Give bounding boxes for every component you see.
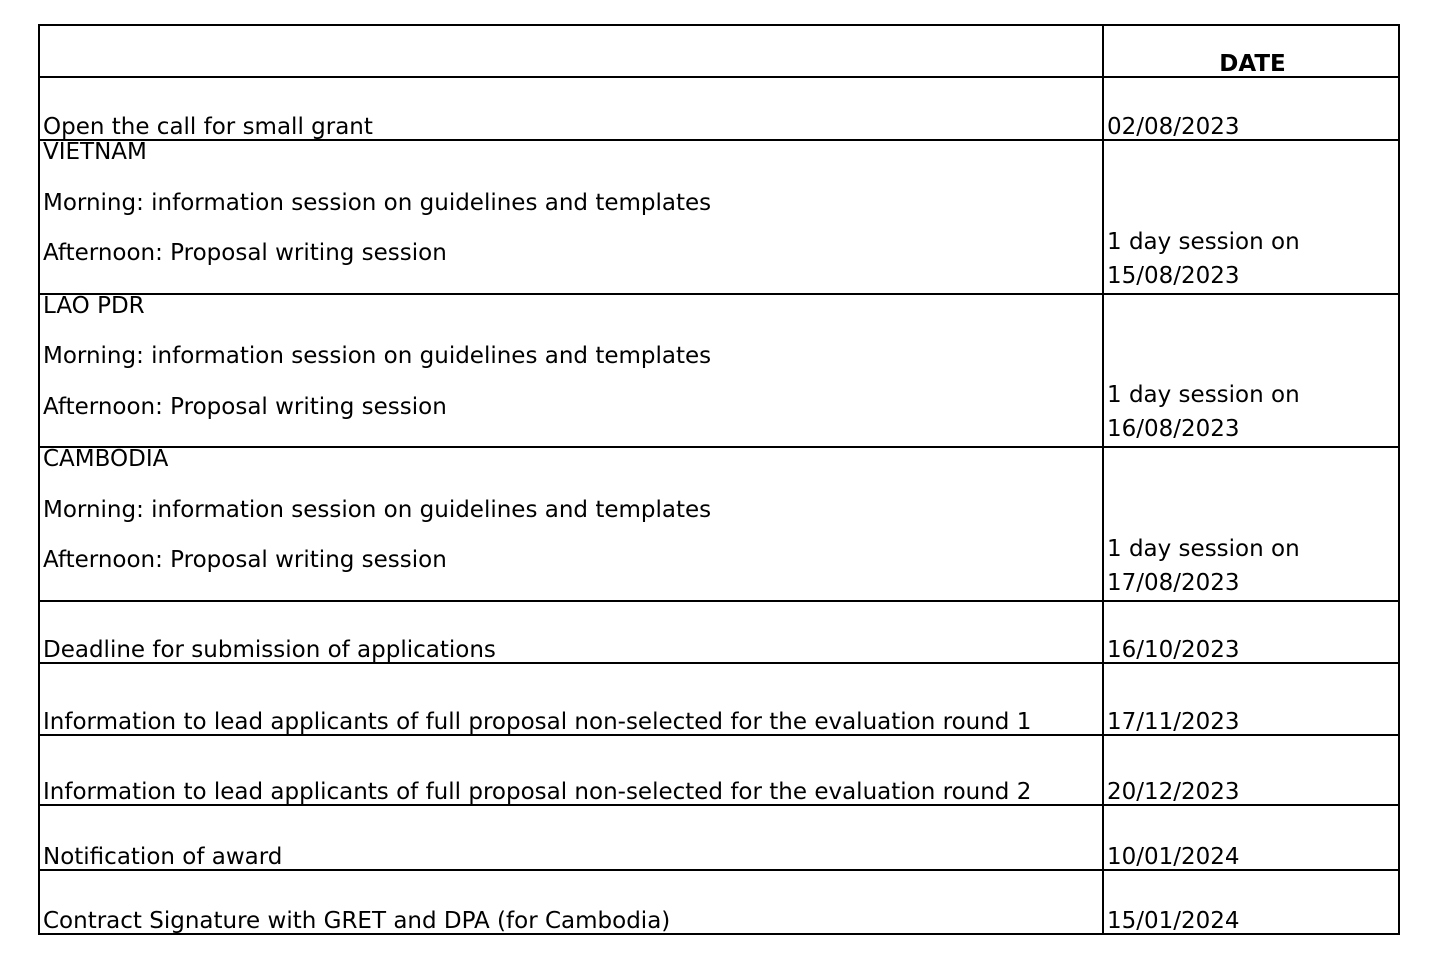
date-line-1: 1 day session on bbox=[1107, 382, 1300, 408]
date-cell: 17/11/2023 bbox=[1103, 663, 1399, 735]
date-line-2: 15/08/2023 bbox=[1107, 262, 1240, 289]
table-row bbox=[39, 735, 1399, 805]
table-row-session-cambodia bbox=[39, 447, 1399, 601]
session-morning: Morning: information session on guidelines and templates bbox=[43, 496, 712, 523]
date-cell: 16/10/2023 bbox=[1103, 601, 1399, 663]
session-afternoon: Afternoon: Proposal writing session bbox=[43, 547, 447, 573]
table-row bbox=[39, 870, 1399, 934]
table-row-session-lao-pdr bbox=[39, 294, 1399, 448]
header-date-cell: DATE bbox=[1103, 25, 1399, 77]
session-morning: Morning: information session on guidelines and templates bbox=[43, 189, 712, 216]
activity-cell: Information to lead applicants of full proposal non-selected for the evaluation round 2 bbox=[39, 735, 1103, 805]
activity-cell: Deadline for submission of applications bbox=[39, 601, 1103, 663]
header-activity-cell bbox=[39, 25, 1103, 77]
activity-cell: Information to lead applicants of full proposal non-selected for the evaluation round 1 bbox=[39, 663, 1103, 735]
session-afternoon: Afternoon: Proposal writing session bbox=[43, 393, 447, 420]
activity-cell: Open the call for small grant bbox=[39, 77, 1103, 140]
session-afternoon: Afternoon: Proposal writing session bbox=[43, 240, 447, 266]
table-row bbox=[39, 601, 1399, 663]
activity-cell: Notification of award bbox=[39, 805, 1103, 870]
schedule-table bbox=[38, 24, 1400, 935]
table-header-row bbox=[39, 25, 1399, 77]
activity-cell bbox=[39, 447, 1103, 601]
date-line-1: 1 day session on bbox=[1107, 535, 1300, 562]
date-line-2: 17/08/2023 bbox=[1107, 569, 1240, 596]
date-cell: 20/12/2023 bbox=[1103, 735, 1399, 805]
table-row-session-vietnam bbox=[39, 140, 1399, 294]
date-cell bbox=[1103, 140, 1399, 294]
date-line-1: 1 day session on bbox=[1107, 228, 1300, 255]
date-cell bbox=[1103, 447, 1399, 601]
table-row bbox=[39, 77, 1399, 140]
date-cell: 02/08/2023 bbox=[1103, 77, 1399, 140]
session-country: VIETNAM bbox=[43, 140, 147, 165]
date-cell: 15/01/2024 bbox=[1103, 870, 1399, 934]
session-country: LAO PDR bbox=[43, 293, 145, 319]
table-row bbox=[39, 663, 1399, 735]
table-row bbox=[39, 805, 1399, 870]
session-morning: Morning: information session on guidelines and templates bbox=[43, 343, 712, 369]
date-line-2: 16/08/2023 bbox=[1107, 416, 1240, 442]
date-cell bbox=[1103, 294, 1399, 448]
activity-cell: Contract Signature with GRET and DPA (for Cambodia) bbox=[39, 870, 1103, 934]
date-cell: 10/01/2024 bbox=[1103, 805, 1399, 870]
activity-cell bbox=[39, 140, 1103, 294]
session-country: CAMBODIA bbox=[43, 447, 169, 472]
activity-cell bbox=[39, 294, 1103, 448]
